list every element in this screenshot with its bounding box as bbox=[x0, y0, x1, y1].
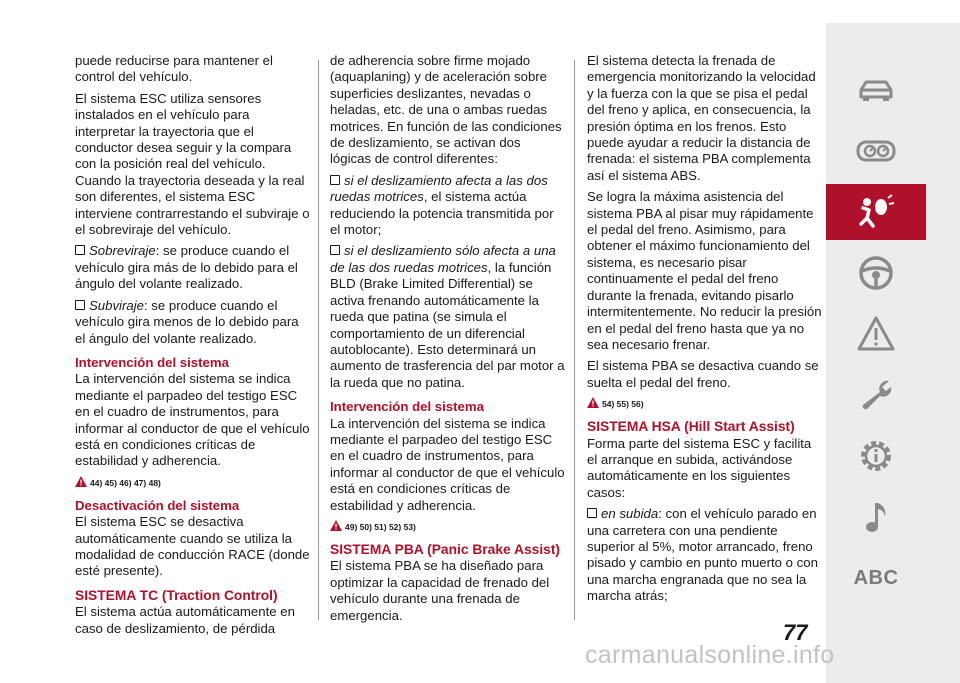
chapter-tab-safety[interactable] bbox=[826, 184, 926, 240]
gear-info-icon bbox=[855, 436, 897, 476]
warning-icon bbox=[855, 314, 897, 354]
bullet-text: : se produce cuando el vehículo gira menos de lo debido para el ángulo del volante realizado. bbox=[75, 297, 299, 346]
paragraph: El sistema ESC se desactiva automáticamente cuando se utiliza la modalidad de conducción RACE (donde esté presente). bbox=[75, 514, 310, 579]
index-label: ABC bbox=[853, 566, 899, 589]
paragraph: de adherencia sobre firme mojado (aquaplaning) y de aceleración sobre superficies deslizantes, nevadas o heladas, etc. de una o ambas ruedas motrices. En función de las condiciones de deslizamiento, se activan dos lógicas de control diferentes: bbox=[330, 53, 562, 167]
bullet-item bbox=[330, 243, 565, 391]
chapter-tab-driving[interactable] bbox=[826, 245, 926, 301]
wrench-icon bbox=[855, 375, 897, 415]
bullet-term: en subida bbox=[601, 506, 659, 522]
paragraph: El sistema ESC utiliza sensores instalados en el vehículo para interpretar la trayectoria que el conductor desea seguir y la compara con la posición real del vehículo. Cuando la trayectoria deseada y la real son diferentes, el sistema ESC interviene contrarrestando el subviraje o el sobreviraje del vehículo. bbox=[75, 90, 310, 238]
section-heading: Intervención del sistema bbox=[330, 399, 484, 415]
text-column-3 bbox=[587, 53, 822, 610]
car-icon bbox=[855, 71, 897, 111]
warning-reference bbox=[587, 397, 822, 411]
chapter-sidebar bbox=[826, 23, 960, 683]
section-heading: Intervención del sistema bbox=[75, 354, 229, 370]
warning-refs: 49) 50) 51) 52) 53) bbox=[345, 521, 416, 532]
bullet-text: , la función BLD (Brake Limited Differential) se activa frenando automáticamente la rueda que patina (se simula el comportamiento de un diferencial autoblocante). Esto determinará un aumento de trasferencia del par motor a la rueda que no patina. bbox=[330, 259, 565, 390]
warning-refs: 44) 45) 46) 47) 48) bbox=[90, 477, 161, 488]
bullet-text: : con el vehículo parado en una carretera con una pendiente superior al 5%, motor arrancado, freno pisado y cambio en punto muerto o con una marcha engranada que no sea la marcha atrás; bbox=[587, 506, 818, 604]
bullet-item bbox=[75, 243, 310, 292]
bullet-item bbox=[75, 298, 310, 347]
column-divider bbox=[574, 60, 575, 620]
watermark: carmanualsonline.info bbox=[585, 641, 835, 669]
bullet-text: : se produce cuando el vehículo gira más de lo debido para el ángulo del volante realizado. bbox=[75, 243, 298, 292]
bullet-term: Subviraje bbox=[89, 297, 144, 313]
music-note-icon bbox=[855, 497, 897, 537]
column-divider bbox=[318, 60, 319, 620]
warning-reference bbox=[330, 520, 565, 534]
paragraph: El sistema PBA se desactiva cuando se suelta el pedal del freno. bbox=[587, 358, 819, 390]
bullet-term: si el deslizamiento afecta a las dos ruedas motrices bbox=[330, 172, 548, 205]
airbag-safety-icon bbox=[855, 192, 897, 232]
warning-triangle-icon bbox=[330, 520, 342, 531]
text-column-1 bbox=[75, 53, 310, 642]
bullet-term: si el deslizamiento sólo afecta a una de las dos ruedas motrices bbox=[330, 243, 556, 275]
chapter-tab-maintenance[interactable] bbox=[826, 367, 926, 423]
paragraph: La intervención del sistema se indica mediante el parpadeo del testigo ESC en el cuadro de instrumentos, para informar al conductor de que el vehículo está en condiciones críticas de estabilidad y adherencia. bbox=[330, 415, 565, 513]
paragraph: El sistema PBA se ha diseñado para optimizar la capacidad de frenado del vehículo durante una frenada de emergencia. bbox=[330, 558, 550, 623]
text-column-2 bbox=[330, 53, 565, 629]
paragraph: Forma parte del sistema ESC y facilita el arranque en subida, activándose automáticamente en los siguientes casos: bbox=[587, 435, 812, 500]
section-title: SISTEMA TC (Traction Control) bbox=[75, 587, 278, 603]
page-number: 77 bbox=[783, 620, 808, 645]
section-title: SISTEMA HSA (Hill Start Assist) bbox=[587, 419, 795, 435]
bullet-item bbox=[587, 506, 822, 604]
warning-reference bbox=[75, 476, 310, 490]
warning-triangle-icon bbox=[587, 397, 599, 408]
bullet-item bbox=[330, 173, 565, 239]
section-title: SISTEMA PBA (Panic Brake Assist) bbox=[330, 541, 561, 557]
chapter-tab-index[interactable] bbox=[826, 550, 926, 606]
paragraph: El sistema actúa automáticamente en caso de deslizamiento, de pérdida bbox=[75, 604, 295, 636]
paragraph: Se logra la máxima asistencia del sistema PBA al pisar muy rápidamente el pedal del freno. Asimismo, para obtener el máximo funcionamiento del sistema, es necesario pisar continuamente el pedal del freno durante la frenada, evitando pisarlo intermitentemente. No reducir la presión en el pedal del freno hasta que ya no sea necesario frenar. bbox=[587, 189, 822, 352]
paragraph: La intervención del sistema se indica mediante el parpadeo del testigo ESC en el cuadro de instrumentos, para informar al conductor de que el vehículo está en condiciones críticas de estabilidad y adherencia. bbox=[75, 371, 310, 469]
section-heading: Desactivación del sistema bbox=[75, 497, 240, 513]
dashboard-icon bbox=[855, 131, 897, 171]
chapter-tab-emergency[interactable] bbox=[826, 306, 926, 362]
bullet-text: , el sistema actúa reduciendo la potencia transmitida por el motor; bbox=[330, 189, 554, 238]
warning-triangle-icon bbox=[75, 476, 87, 487]
paragraph: puede reducirse para mantener el control del vehículo. bbox=[75, 53, 273, 85]
chapter-tab-multimedia[interactable] bbox=[826, 489, 926, 545]
steering-wheel-icon bbox=[855, 253, 897, 293]
warning-refs: 54) 55) 56) bbox=[602, 399, 644, 410]
chapter-tab-vehicle[interactable] bbox=[826, 63, 926, 119]
bullet-term: Sobreviraje bbox=[89, 243, 156, 259]
paragraph: El sistema detecta la frenada de emergencia monitorizando la velocidad y la fuerza con la que se pisa el pedal del freno y aplica, en consecuencia, la presión óptima en los frenos. Esto puede ayudar a reducir la distancia de frenada: el sistema PBA complementa así el sistema ABS. bbox=[587, 53, 816, 183]
chapter-tab-technical-data[interactable] bbox=[826, 428, 926, 484]
chapter-tab-dashboard[interactable] bbox=[826, 123, 926, 179]
